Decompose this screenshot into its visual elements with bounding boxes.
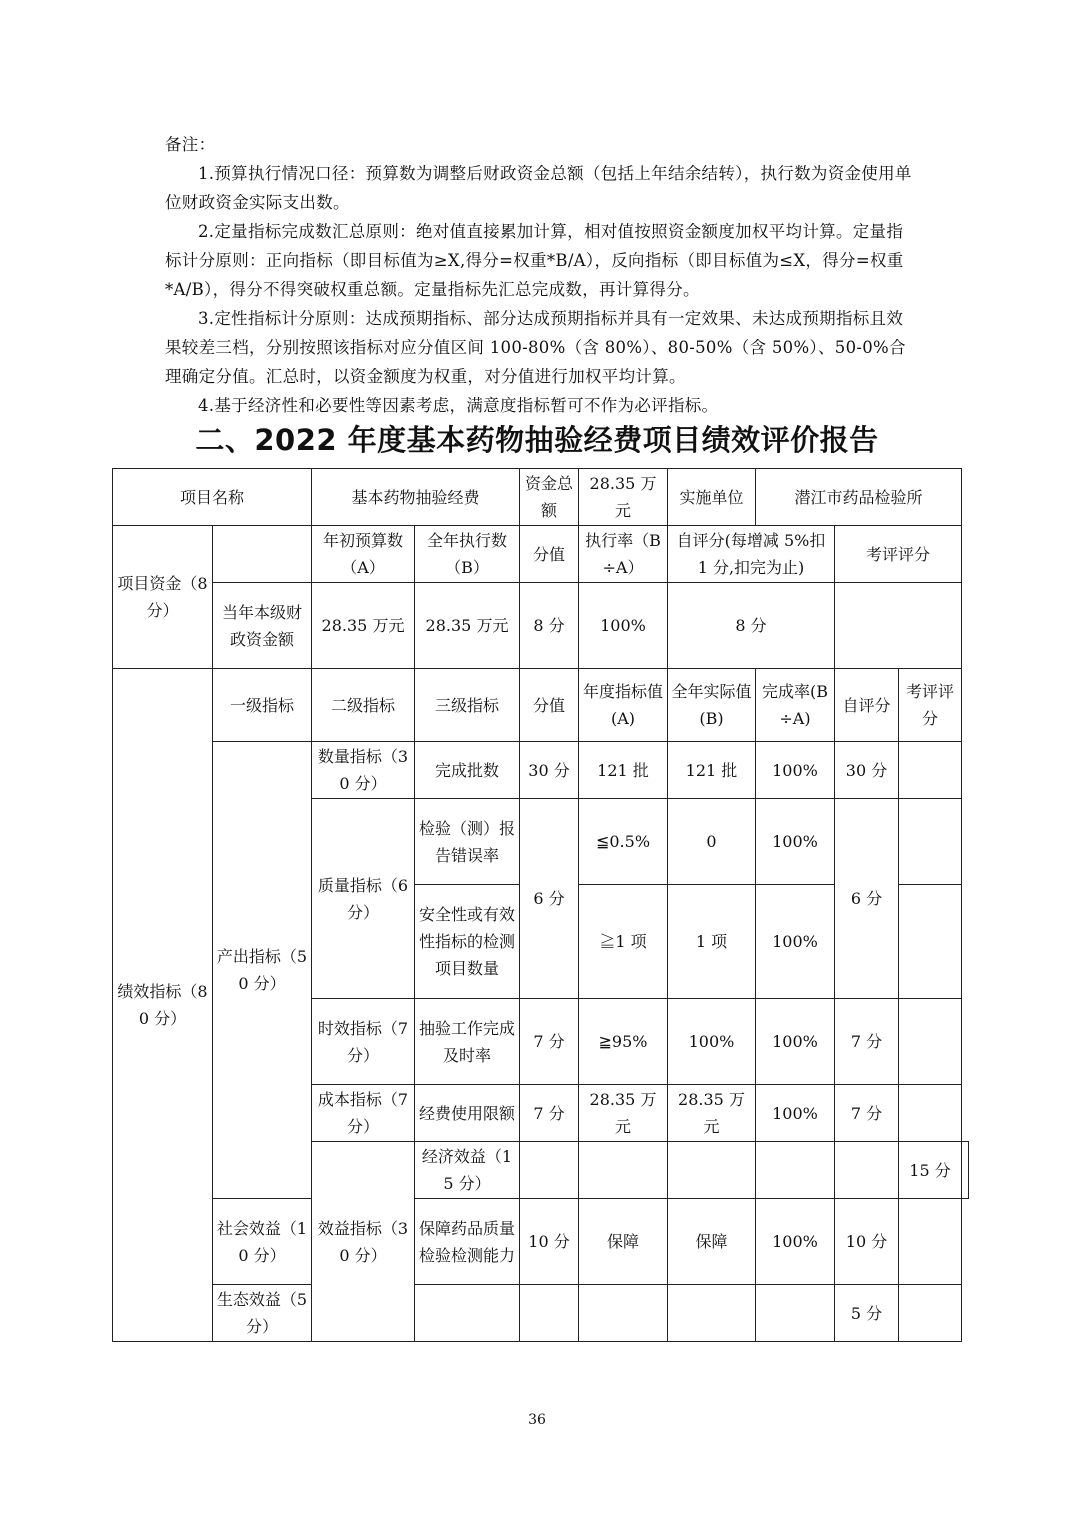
econ-self-score: 15 分 xyxy=(899,1142,962,1199)
eco-level3 xyxy=(415,1285,520,1342)
notes-section xyxy=(165,130,915,420)
eco-rate xyxy=(756,1285,835,1342)
note-item-3: 3.定性指标计分原则：达成预期指标、部分达成预期指标并具有一定效果、未达成预期指标且效果较差三档，分别按照该指标对应分值区间 100-80%（含 80%）、80-50%（含 50%）、50-0%合理确定分值。汇总时，以资金额度为权重，对分值进行加权平均计算。 xyxy=(165,309,906,386)
empty-cell xyxy=(213,526,312,583)
execution-rate-header: 执行率（B÷A） xyxy=(579,526,668,583)
review-score-header: 考评评分 xyxy=(899,669,962,742)
cost-rate: 100% xyxy=(756,1085,835,1142)
econ-target xyxy=(668,1142,756,1199)
cost-indicator: 成本指标（7 分） xyxy=(312,1085,415,1142)
quality-a-rate: 100% xyxy=(756,799,835,885)
table-row xyxy=(113,583,969,669)
table-row xyxy=(113,469,969,526)
implementing-unit-label: 实施单位 xyxy=(668,469,756,526)
implementing-unit-value: 潜江市药品检验所 xyxy=(756,469,962,526)
page-number: 36 xyxy=(528,1412,546,1428)
time-level3: 抽验工作完成及时率 xyxy=(415,999,520,1085)
econ-rate xyxy=(835,1142,899,1199)
quality-indicator: 质量指标（6 分） xyxy=(312,799,415,999)
cost-actual: 28.35 万元 xyxy=(668,1085,756,1142)
quality-a-actual: 0 xyxy=(668,799,756,885)
quality-a-review-score xyxy=(899,799,962,885)
benefit-indicator-label: 效益指标（30 分） xyxy=(312,1142,415,1342)
budget-header: 年初预算数（A） xyxy=(312,526,415,583)
time-actual: 100% xyxy=(668,999,756,1085)
table-row xyxy=(113,1285,969,1342)
time-target: ≧95% xyxy=(579,999,668,1085)
eco-score xyxy=(520,1285,579,1342)
table-row xyxy=(113,669,969,742)
level2-header: 二级指标 xyxy=(312,669,415,742)
social-actual: 保障 xyxy=(668,1199,756,1285)
note-item-1: 1.预算执行情况口径：预算数为调整后财政资金总额（包括上年结余结转），执行数为资金使用单位财政资金实际支出数。 xyxy=(165,164,912,212)
quantity-self-score: 30 分 xyxy=(835,742,899,799)
output-indicator-label: 产出指标（50 分） xyxy=(213,742,312,1199)
note-item-4: 4.基于经济性和必要性等因素考虑，满意度指标暂可不作为必评指标。 xyxy=(198,396,719,415)
performance-report-table xyxy=(112,468,969,1342)
quantity-rate: 100% xyxy=(756,742,835,799)
social-review-score xyxy=(899,1199,962,1285)
quality-b-actual: 1 项 xyxy=(668,885,756,999)
cost-score: 7 分 xyxy=(520,1085,579,1142)
time-self-score: 7 分 xyxy=(835,999,899,1085)
quality-self-score: 6 分 xyxy=(835,799,899,999)
table-row xyxy=(113,1199,969,1285)
quality-b-target: ≧1 项 xyxy=(579,885,668,999)
score-header: 分值 xyxy=(520,669,579,742)
level1-header: 一级指标 xyxy=(213,669,312,742)
self-score-value: 8 分 xyxy=(668,583,835,669)
quantity-indicator: 数量指标（30 分） xyxy=(312,742,415,799)
quality-score: 6 分 xyxy=(520,799,579,999)
econ-review-score xyxy=(962,1142,969,1199)
score-value: 8 分 xyxy=(520,583,579,669)
time-indicator: 时效指标（7 分） xyxy=(312,999,415,1085)
time-score: 7 分 xyxy=(520,999,579,1085)
quality-a-level3: 检验（测）报告错误率 xyxy=(415,799,520,885)
actual-header: 全年实际值(B) xyxy=(668,669,756,742)
quality-a-target: ≦0.5% xyxy=(579,799,668,885)
notes-heading: 备注： xyxy=(165,135,216,154)
quantity-level3: 完成批数 xyxy=(415,742,520,799)
social-score: 10 分 xyxy=(520,1199,579,1285)
perf-section-label: 绩效指标（80 分） xyxy=(113,669,213,1342)
econ-actual xyxy=(756,1142,835,1199)
quality-b-rate: 100% xyxy=(756,885,835,999)
project-name-label: 项目名称 xyxy=(113,469,312,526)
fund-row-label: 当年本级财政资金额 xyxy=(213,583,312,669)
eco-target xyxy=(579,1285,668,1342)
fund-total-label: 资金总额 xyxy=(520,469,579,526)
quantity-review-score xyxy=(899,742,962,799)
completion-rate-header: 完成率(B÷A) xyxy=(756,669,835,742)
score-header: 分值 xyxy=(520,526,579,583)
econ-indicator: 经济效益（15 分） xyxy=(415,1142,520,1199)
level3-header: 三级指标 xyxy=(415,669,520,742)
table-row xyxy=(113,742,969,799)
social-target: 保障 xyxy=(579,1199,668,1285)
funds-section-label: 项目资金（8 分） xyxy=(113,526,213,669)
fund-total-value: 28.35 万元 xyxy=(579,469,668,526)
quality-b-review-score xyxy=(899,885,962,999)
econ-level3 xyxy=(520,1142,579,1199)
social-self-score: 10 分 xyxy=(835,1199,899,1285)
eco-actual xyxy=(668,1285,756,1342)
time-review-score xyxy=(899,999,962,1085)
quality-b-level3: 安全性或有效性指标的检测项目数量 xyxy=(415,885,520,999)
cost-level3: 经费使用限额 xyxy=(415,1085,520,1142)
eco-review-score xyxy=(899,1285,962,1342)
social-level3: 保障药品质量检验检测能力 xyxy=(415,1199,520,1285)
review-score-header: 考评评分 xyxy=(835,526,962,583)
cost-target: 28.35 万元 xyxy=(579,1085,668,1142)
social-indicator: 社会效益（10 分） xyxy=(213,1199,312,1285)
table-row xyxy=(113,526,969,583)
eco-indicator: 生态效益（5 分） xyxy=(213,1285,312,1342)
cost-review-score xyxy=(899,1085,962,1142)
quantity-actual: 121 批 xyxy=(668,742,756,799)
execution-header: 全年执行数（B） xyxy=(415,526,520,583)
eco-self-score: 5 分 xyxy=(835,1285,899,1342)
report-title: 二、2022 年度基本药物抽验经费项目绩效评价报告 xyxy=(195,423,879,457)
note-item-2: 2.定量指标完成数汇总原则：绝对值直接累加计算，相对值按照资金额度加权平均计算。定量指标计分原则：正向指标（即目标值为≥X,得分=权重*B/A），反向指标（即目标值为≤X，得分=权重*A/B），得分不得突破权重总额。定量指标先汇总完成数，再计算得分。 xyxy=(165,222,904,299)
self-score-header: 自评分(每增减 5%扣 1 分,扣完为止) xyxy=(668,526,835,583)
review-score-value xyxy=(835,583,962,669)
econ-score xyxy=(579,1142,668,1199)
social-rate: 100% xyxy=(756,1199,835,1285)
target-header: 年度指标值(A) xyxy=(579,669,668,742)
self-score-header: 自评分 xyxy=(835,669,899,742)
quantity-target: 121 批 xyxy=(579,742,668,799)
time-rate: 100% xyxy=(756,999,835,1085)
execution-rate-value: 100% xyxy=(579,583,668,669)
execution-value: 28.35 万元 xyxy=(415,583,520,669)
quantity-score: 30 分 xyxy=(520,742,579,799)
budget-value: 28.35 万元 xyxy=(312,583,415,669)
cost-self-score: 7 分 xyxy=(835,1085,899,1142)
project-name-value: 基本药物抽验经费 xyxy=(312,469,520,526)
